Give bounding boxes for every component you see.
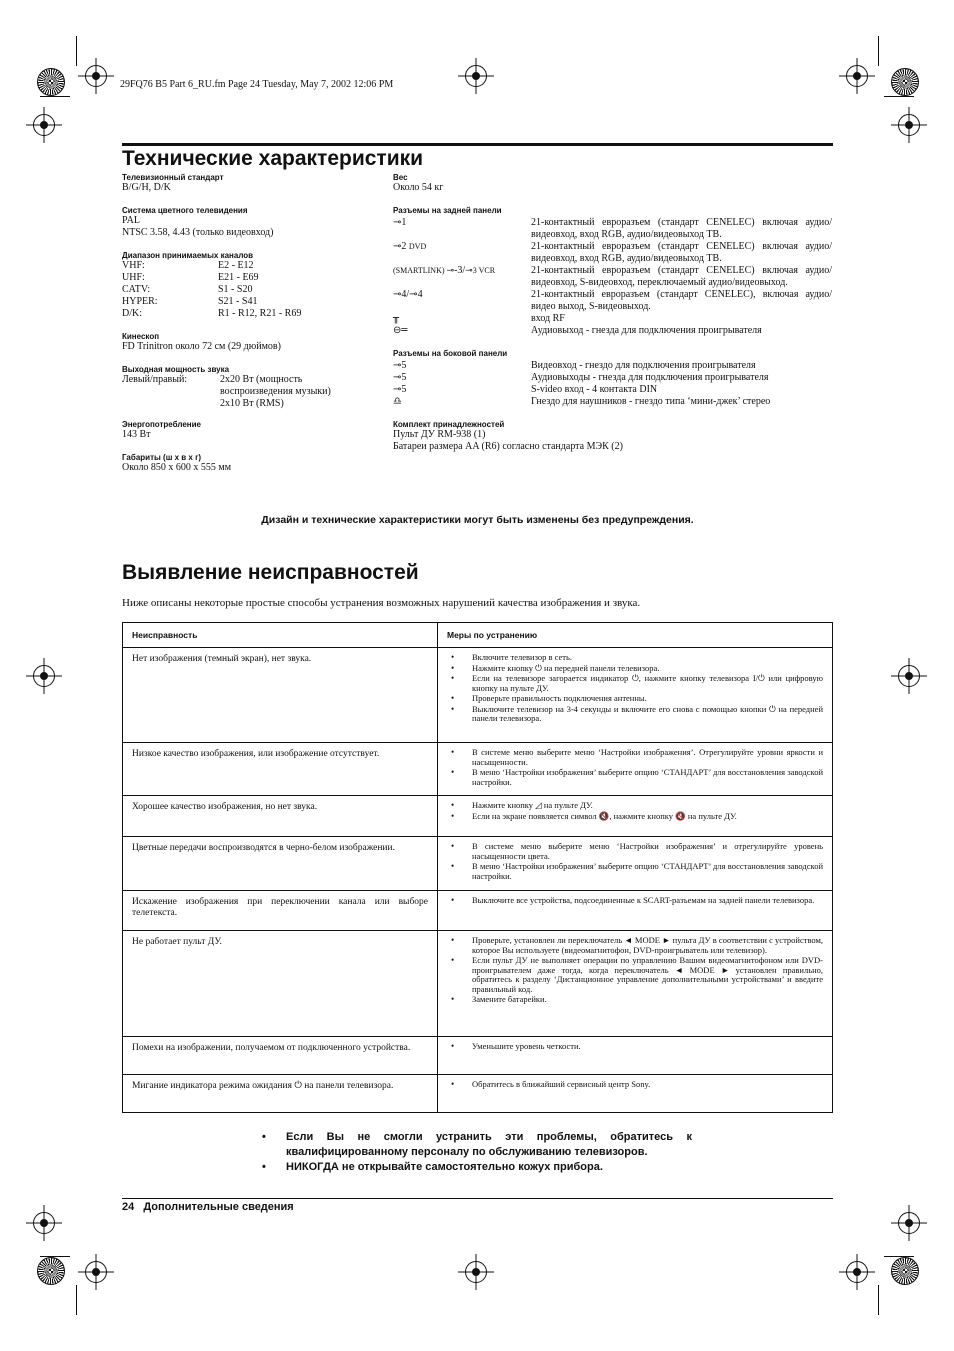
remedy-item: • Замените батарейки. (447, 995, 823, 1005)
registration-target-icon (33, 114, 55, 136)
connector-id: (SMARTLINK) (393, 266, 445, 275)
channel-row (122, 272, 382, 284)
video-in-icon: ⊸ (393, 360, 402, 371)
specs-notice: Дизайн и технические характеристики могут быть изменены без предупреждения. (261, 514, 694, 526)
registration-target-icon (465, 1261, 487, 1283)
troubleshooting-table (122, 622, 833, 1113)
remedy-item: • Если на экране появляется символ 🔇, нажмите кнопку 🔇 на пульте ДУ. (447, 812, 823, 822)
color-system-label: Система цветного телевидения (122, 206, 248, 215)
scart-in-icon: ⊸ (446, 266, 455, 276)
bullet-icon: • (262, 1131, 266, 1143)
side-connector-row (393, 372, 832, 384)
connector-description: вход RF (531, 313, 565, 324)
connector-description: 21-контактный евроразъем (стандарт CENELEC) включая аудио/видеовход, вход RGB, аудио/видеовыход ТВ. (531, 241, 832, 264)
table-row (123, 931, 833, 1037)
connector-description: Видеовход - гнездо для подключения проигрывателя (531, 360, 756, 371)
audio-out-icon: ⊖═ (393, 325, 408, 336)
scart-in-icon: ⊸ (393, 241, 402, 252)
problem-cell: Не работает пульт ДУ. (123, 931, 438, 1037)
remedy-cell (438, 837, 833, 891)
rear-connectors-label: Разъемы на задней панели (393, 206, 502, 215)
channel-range: S21 - S41 (218, 296, 258, 307)
rear-connector-row (393, 289, 832, 313)
connector-description: 21-контактный евроразъем (стандарт CENELEC), включая аудио/видео выход, S-видеовыход. (531, 289, 832, 312)
channel-band: D/K: (122, 308, 142, 319)
audio-value: 2x20 Вт (мощность (220, 374, 303, 385)
page-number: 24 (122, 1201, 135, 1213)
accessories-label: Комплект принадлежностей (393, 420, 505, 429)
scart-in-icon: ⊸ (393, 217, 402, 228)
remedy-item: • В системе меню выберите меню ‘Настройки изображения’. Отрегулируйте уровни яркости и насыщенности. (447, 748, 823, 767)
connector-description: 21-контактный евроразъем (стандарт CENELEC) включая аудио/видеовход, S-видеовход, переключаемый аудио/видеовыход. (531, 265, 832, 288)
remedy-item: • В меню ‘Настройки изображения’ выберите опцию ‘СТАНДАРТ’ для восстановления заводской настройки. (447, 862, 823, 881)
scart-out-icon: ⊸ (409, 289, 418, 300)
remedy-item: • Проверьте правильность подключения антенны. (447, 694, 823, 704)
warning-text: Если Вы не смогли устранить эти проблемы, обратитесь к квалифицированному персоналу по обслуживанию телевизоров. (286, 1131, 692, 1158)
registration-target-icon (846, 65, 868, 87)
remedy-cell (438, 648, 833, 743)
remedy-cell (438, 796, 833, 837)
weight-label: Вес (393, 173, 408, 182)
connector-description: S-video вход - 4 контакта DIN (531, 384, 658, 395)
rear-connector-row (393, 265, 832, 289)
audio-label: Выходная мощность звука (122, 365, 230, 374)
audio-row (122, 374, 382, 410)
registration-target-icon (846, 1261, 868, 1283)
remedy-cell (438, 1075, 833, 1113)
problem-cell: Низкое качество изображения, или изображение отсутствует. (123, 743, 438, 796)
connector-id: 5 (401, 384, 407, 395)
dims-label: Габариты (ш x в x г) (122, 453, 202, 462)
connector-id: 5 (401, 372, 407, 383)
warning-text: НИКОГДА не открывайте самостоятельно кожух прибора. (286, 1161, 603, 1173)
audio-values (220, 374, 331, 410)
remedy-item: • Выключите все устройства, подсоединенные к SCART-разъемам на задней панели телевизора. (447, 896, 823, 906)
channel-row (122, 260, 382, 272)
specs-right-column (393, 173, 832, 453)
connector-description: Аудиовыходы - гнезда для подключения проигрывателя (531, 372, 769, 383)
remedy-item: • Обратитесь в ближайший сервисный центр Sony. (447, 1080, 823, 1090)
side-connector-row (393, 384, 832, 396)
color-system-value: NTSC 3.58, 4.43 (только видеовход) (122, 227, 274, 238)
channel-range: E2 - E12 (218, 260, 254, 271)
rear-connector-row (393, 241, 832, 265)
table-row (123, 796, 833, 837)
remedy-item: • Проверьте, установлен ли переключатель ◄ MODE ► пульта ДУ в соответствии с устройством, которое Вы используете (видеомагнитофон, DVD-проигрыватель или телевизор). (447, 936, 823, 955)
registration-target-icon (33, 665, 55, 687)
channel-range: R1 - R12, R21 - R69 (218, 308, 302, 319)
remedy-cell (438, 1037, 833, 1075)
connector-description: Аудиовыход - гнезда для подключения проигрывателя (531, 325, 762, 336)
audio-value: 2x10 Вт (RMS) (220, 398, 284, 409)
table-header-row (123, 623, 833, 648)
side-connectors-label: Разъемы на боковой панели (393, 349, 508, 358)
connector-tag: -3/ (454, 265, 466, 276)
table-row (123, 743, 833, 796)
column-header-problem: Неисправность (123, 623, 438, 648)
remedy-item: • Выключите телевизор на 3-4 секунды и включите его снова с помощью кнопки ⏻ на передней панели телевизора. (447, 705, 823, 724)
connector-id: 2 (401, 241, 407, 252)
remedy-cell (438, 931, 833, 1037)
trouble-intro: Ниже описаны некоторые простые способы устранения возможных нарушений качества изображения и звука. (122, 597, 641, 609)
connector-tag: DVD (408, 242, 427, 251)
registration-target-icon (898, 1212, 920, 1234)
color-system-value: PAL (122, 215, 140, 226)
remedy-item: • Нажмите кнопку ◿ на пульте ДУ. (447, 801, 823, 811)
remedy-item: • Уменьшите уровень четкости. (447, 1042, 823, 1052)
problem-cell: Помехи на изображении, получаемом от подключенного устройства. (123, 1037, 438, 1075)
remedy-item: • В системе меню выберите меню ‘Настройки изображения’ и отрегулируйте уровень насыщенности цвета. (447, 842, 823, 861)
title-rule (122, 143, 833, 146)
remedy-item: • В меню ‘Настройки изображения’ выберите опцию ‘СТАНДАРТ’ для восстановления заводской настройки. (447, 768, 823, 787)
side-connector-row (393, 396, 832, 408)
remedy-cell (438, 743, 833, 796)
table-row (123, 891, 833, 931)
weight-value: Около 54 кг (393, 182, 444, 193)
rear-connector-row (393, 325, 832, 337)
table-row (123, 1075, 833, 1113)
file-header: 29FQ76 B5 Part 6_RU.fm Page 24 Tuesday, May 7, 2002 12:06 PM (120, 79, 394, 90)
table-row (123, 1037, 833, 1075)
channel-band: UHF: (122, 272, 145, 283)
warning-bullets (262, 1130, 692, 1175)
trouble-title: Выявление неисправностей (122, 561, 419, 584)
side-connector-row (393, 360, 832, 372)
registration-target-icon (898, 114, 920, 136)
audio-key: Левый/правый: (122, 374, 188, 385)
channel-band: HYPER: (122, 296, 158, 307)
tube-label: Кинескоп (122, 332, 160, 341)
problem-cell: Хорошее качество изображения, но нет звука. (123, 796, 438, 837)
scart-in-icon: ⊸ (393, 289, 402, 300)
warning-item (262, 1160, 692, 1175)
column-header-remedy: Меры по устранению (438, 623, 833, 648)
rear-connector-row (393, 217, 832, 241)
channel-row (122, 296, 382, 308)
headphones-icon: ♎ (393, 396, 402, 407)
table-row (123, 837, 833, 891)
channels-label: Диапазон принимаемых каналов (122, 251, 254, 260)
channel-range: S1 - S20 (218, 284, 253, 295)
bullet-icon: • (262, 1161, 266, 1173)
problem-cell: Мигание индикатора режима ожидания ⏻ на панели телевизора. (123, 1075, 438, 1113)
rear-connector-row (393, 313, 832, 325)
table-row (123, 648, 833, 743)
remedy-cell (438, 891, 833, 931)
specs-left-column (122, 173, 382, 474)
tv-standard-value: B/G/H, D/K (122, 182, 171, 193)
channel-range: E21 - E69 (218, 272, 259, 283)
specs-title: Технические характеристики (122, 147, 424, 170)
connector-id: 1 (401, 217, 407, 228)
tv-standard-label: Телевизионный стандарт (122, 173, 224, 182)
connector-description: 21-контактный евроразъем (стандарт CENELEC) включая аудио/видеовход, вход RGB, аудио/видеовыход ТВ. (531, 217, 832, 240)
registration-target-icon (465, 65, 487, 87)
page-footer (122, 1201, 294, 1213)
registration-target-icon (85, 1261, 107, 1283)
connector-tag: 3 VCR (472, 266, 496, 275)
channel-row (122, 308, 382, 320)
connector-tag: 4 (417, 289, 423, 300)
channel-row (122, 284, 382, 296)
power-label: Энергопотребление (122, 420, 202, 429)
registration-star-icon (891, 1257, 919, 1285)
audio-in-icon: ⊸ (393, 372, 402, 383)
dims-value: Около 850 x 600 x 555 мм (122, 462, 232, 473)
channel-band: VHF: (122, 260, 145, 271)
registration-star-icon (37, 1257, 65, 1285)
registration-target-icon (898, 665, 920, 687)
registration-star-icon (37, 68, 65, 96)
channel-band: CATV: (122, 284, 151, 295)
connector-id: 4/ (401, 289, 410, 300)
power-value: 143 Вт (122, 429, 151, 440)
remedy-item: • Если пульт ДУ не выполняет операции по управлению Вашим видеомагнитофоном или DVD-проигрывателем даже тогда, когда переключатель ◄ MODE ► установлен правильно, обратитесь к разделу ‘Дистанционное управление дополнительными устройствами’ и введите правильный код. (447, 956, 823, 994)
svideo-in-icon: ⊸ (393, 384, 402, 395)
registration-target-icon (85, 65, 107, 87)
footer-rule (122, 1198, 833, 1199)
connector-description: Гнездо для наушников - гнездо типа ‘мини-джек’ стерео (531, 396, 771, 407)
remedy-item: • Если на телевизоре загорается индикатор ⏻, нажмите кнопку телевизора I/⏻ или цифровую кнопку на пульте ДУ. (447, 674, 823, 693)
antenna-icon: ╥ (393, 313, 400, 324)
tube-value: FD Trinitron около 72 см (29 дюймов) (122, 341, 281, 352)
scart-out-icon: ⊸ (465, 266, 473, 276)
problem-cell: Искажение изображения при переключении канала или выборе телетекста. (123, 891, 438, 931)
section-name: Дополнительные сведения (143, 1201, 294, 1213)
registration-star-icon (891, 68, 919, 96)
problem-cell: Цветные передачи воспроизводятся в черно-белом изображении. (123, 837, 438, 891)
registration-target-icon (33, 1212, 55, 1234)
warning-item (262, 1130, 692, 1160)
remedy-item: • Нажмите кнопку ⏻ на передней панели телевизора. (447, 664, 823, 674)
audio-value: воспроизведения музыки) (220, 386, 331, 397)
remedy-item: • Включите телевизор в сеть. (447, 653, 823, 663)
accessory-item: Батареи размера AA (R6) согласно стандарта МЭК (2) (393, 441, 623, 452)
accessory-item: Пульт ДУ RM-938 (1) (393, 429, 486, 440)
problem-cell: Нет изображения (темный экран), нет звука. (123, 648, 438, 743)
connector-id: 5 (401, 360, 407, 371)
